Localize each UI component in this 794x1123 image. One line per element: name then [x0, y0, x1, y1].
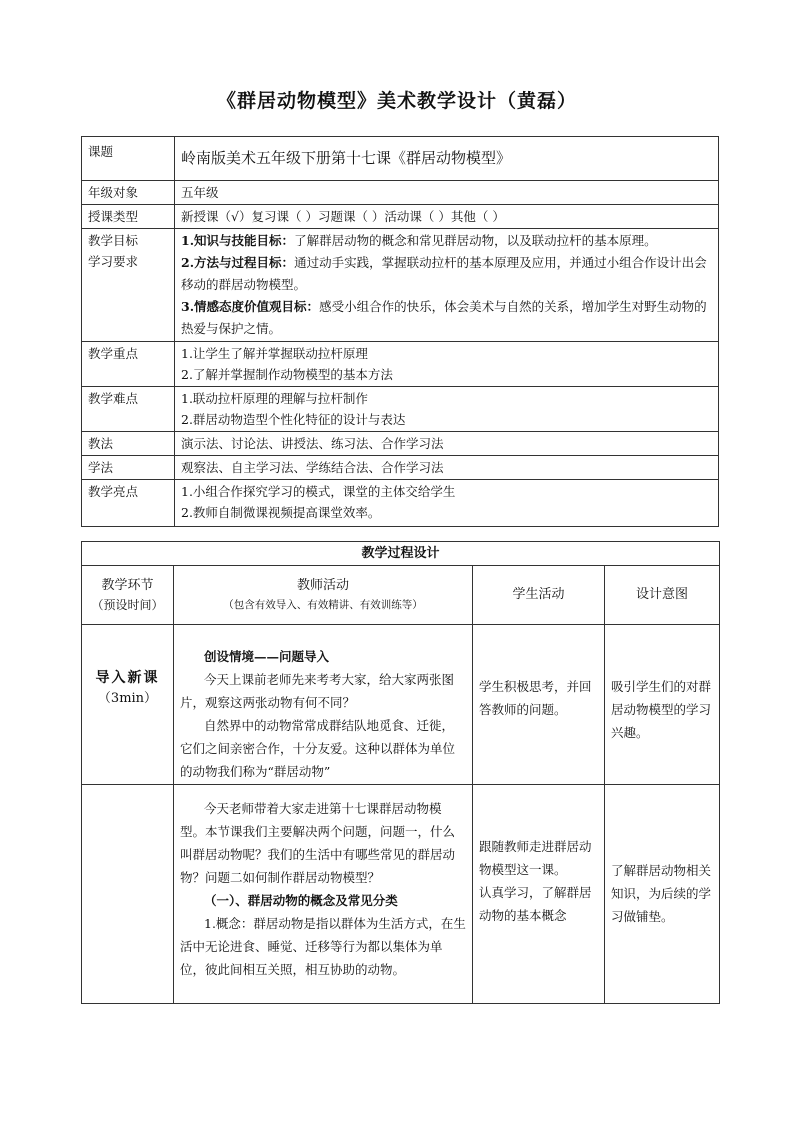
- topic-label: 课题: [82, 137, 175, 181]
- goal-1: [181, 230, 712, 252]
- process-row-concept: [82, 785, 720, 1004]
- concept-stage-cell: [82, 785, 174, 1004]
- highlight-item: 1.小组合作探究学习的模式，课堂的主体交给学生: [181, 484, 456, 499]
- intro-teacher-cell: [174, 625, 473, 785]
- goals-label-line2: 学习要求: [88, 254, 139, 269]
- intro-teacher-paragraph: 今天上课前老师先来考考大家，给大家两张图片，观察这两张动物有何不同？: [180, 672, 455, 710]
- process-section-row: [82, 542, 720, 566]
- concept-student-text: 跟随教师走进群居动物模型这一课。: [479, 839, 592, 877]
- intro-stage-cell: [82, 625, 174, 785]
- grade-value: 五年级: [175, 181, 719, 205]
- process-table: [81, 541, 720, 1004]
- concept-intent-cell: [605, 785, 720, 1004]
- concept-student-cell: [473, 785, 605, 1004]
- header-student: [473, 566, 605, 625]
- header-intent: [605, 566, 720, 625]
- intro-intent-text: 吸引学生们的对群居动物模型的学习兴趣。: [611, 679, 712, 740]
- topic-row: [82, 137, 719, 181]
- header-stage-sub: （预设时间）: [91, 598, 164, 612]
- key-point-item: 1.让学生了解并掌握联动拉杆原理: [181, 346, 368, 361]
- highlight-item: 2.教师自制微课视频提高课堂效率。: [181, 505, 381, 520]
- intro-student-text: 学生积极思考，并回答教师的问题。: [479, 679, 592, 717]
- intro-stage-time: （3min）: [97, 691, 158, 706]
- goal-2-head: 2.方法与过程目标：: [181, 255, 295, 270]
- concept-teacher-cell: [174, 785, 473, 1004]
- info-table: [81, 136, 719, 527]
- key-points-value: [175, 342, 719, 387]
- goals-row: [82, 229, 719, 342]
- difficulty-item: 2.群居动物造型个性化特征的设计与表达: [181, 412, 406, 427]
- goal-3-text: 感受小组合作的快乐，体会美术与自然的关系，增加学生对野生动物的热爱与保护之情。: [181, 299, 707, 336]
- goal-2-text: 通过动手实践，掌握联动拉杆的基本原理及应用，并通过小组合作设计出会移动的群居动物模型。: [181, 255, 707, 292]
- grade-row: [82, 181, 719, 205]
- difficulties-label: 教学难点: [82, 387, 175, 432]
- highlights-row: [82, 480, 719, 527]
- intro-intent-cell: [605, 625, 720, 785]
- intro-student-cell: [473, 625, 605, 785]
- process-row-intro: [82, 625, 720, 785]
- learning-methods-value: 观察法、自主学习法、学练结合法、合作学习法: [175, 456, 719, 480]
- concept-teacher-heading: （一）、群居动物的概念及常见分类: [204, 893, 398, 908]
- lesson-type-row: [82, 205, 719, 229]
- lesson-type-label: 授课类型: [82, 205, 175, 229]
- goals-label: [82, 229, 175, 342]
- learning-methods-row: [82, 456, 719, 480]
- concept-student-text: 认真学习，了解群居动物的基本概念: [479, 885, 592, 923]
- teaching-methods-value: 演示法、讨论法、讲授法、练习法、合作学习法: [175, 432, 719, 456]
- topic-value: 岭南版美术五年级下册第十七课《群居动物模型》: [175, 137, 719, 181]
- process-header-row: [82, 566, 720, 625]
- grade-label: 年级对象: [82, 181, 175, 205]
- highlights-value: [175, 480, 719, 527]
- header-teacher-label: 教师活动: [296, 578, 349, 593]
- goal-1-text: 了解群居动物的概念和常见群居动物，以及联动拉杆的基本原理。: [294, 233, 657, 248]
- difficulty-item: 1.联动拉杆原理的理解与拉杆制作: [181, 391, 368, 406]
- concept-teacher-paragraph: 1.概念：群居动物是指以群体为生活方式，在生活中无论进食、睡觉、迁移等行为都以集体为单位，彼此间相互关照，相互协助的动物。: [180, 916, 466, 977]
- concept-intent-text: 了解群居动物相关知识，为后续的学习做铺垫。: [611, 863, 712, 924]
- highlights-label: 教学亮点: [82, 480, 175, 527]
- goal-3: [181, 296, 712, 340]
- goal-3-head: 3.情感态度价值观目标：: [181, 299, 320, 314]
- document-title: 《群居动物模型》美术教学设计（黄磊）: [216, 90, 577, 112]
- key-point-item: 2.了解并掌握制作动物模型的基本方法: [181, 367, 393, 382]
- intro-teacher-paragraph: 自然界中的动物常常成群结队地觅食、迁徙，它们之间亲密合作，十分友爱。这种以群体为单位的动物我们称为“群居动物”: [180, 718, 456, 779]
- concept-teacher-paragraph: 今天老师带着大家走进第十七课群居动物模型。本节课我们主要解决两个问题，问题一，什么叫群居动物呢？我们的生活中有哪些常见的群居动物？问题二如何制作群居动物模型？: [180, 801, 456, 885]
- goals-value: [175, 229, 719, 342]
- key-points-label: 教学重点: [82, 342, 175, 387]
- header-stage: [82, 566, 174, 625]
- goal-1-head: 1.知识与技能目标：: [181, 233, 295, 248]
- teaching-methods-label: 教法: [82, 432, 175, 456]
- lesson-type-value: 新授课（√）复习课（ ）习题课（ ）活动课（ ）其他（ ）: [175, 205, 719, 229]
- key-points-row: [82, 342, 719, 387]
- learning-methods-label: 学法: [82, 456, 175, 480]
- header-student-label: 学生活动: [512, 587, 565, 602]
- header-stage-label: 教学环节: [101, 578, 154, 593]
- process-section-title: 教学过程设计: [82, 542, 720, 566]
- goal-2: [181, 252, 712, 296]
- goals-label-line1: 教学目标: [88, 233, 139, 248]
- difficulties-row: [82, 387, 719, 432]
- intro-stage-name: 导入新课: [95, 670, 160, 686]
- header-teacher-sub: （包含有效导入、有效精讲、有效训练等）: [223, 599, 423, 611]
- header-intent-label: 设计意图: [636, 587, 689, 602]
- teaching-methods-row: [82, 432, 719, 456]
- intro-teacher-heading: 创设情境——问题导入: [204, 649, 330, 664]
- header-teacher: [174, 566, 473, 625]
- difficulties-value: [175, 387, 719, 432]
